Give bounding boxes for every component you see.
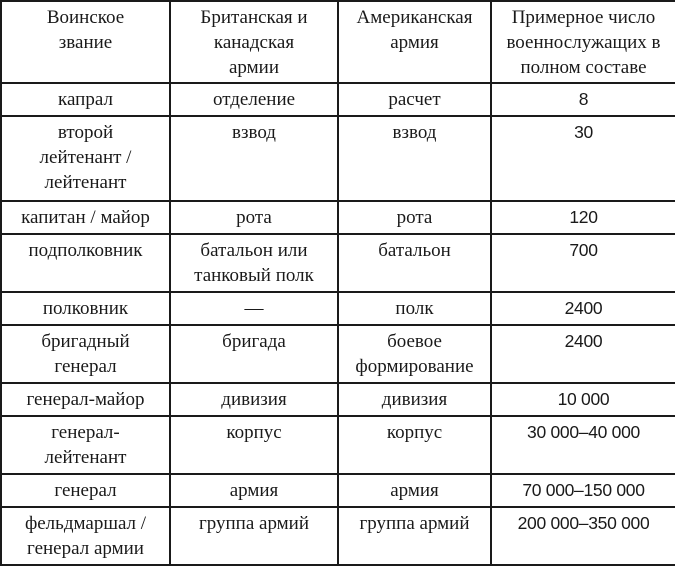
table-row — [1, 116, 675, 201]
cell-british: взвод — [170, 116, 338, 201]
cell-rank: фельдмаршал / генерал армии — [1, 507, 170, 565]
header-american: Американская армия — [338, 1, 491, 83]
table-row — [1, 416, 675, 474]
table-row — [1, 292, 675, 325]
table-row — [1, 507, 675, 565]
cell-american: батальон — [338, 234, 491, 292]
cell-american: взвод — [338, 116, 491, 201]
cell-personnel: 30 000–40 000 — [491, 416, 675, 474]
cell-american: боевое формирование — [338, 325, 491, 383]
cell-personnel: 200 000–350 000 — [491, 507, 675, 565]
cell-rank: генерал-лейтенант — [1, 416, 170, 474]
cell-rank: капрал — [1, 83, 170, 116]
cell-rank: генерал-майор — [1, 383, 170, 416]
cell-british: армия — [170, 474, 338, 507]
cell-personnel: 120 — [491, 201, 675, 234]
cell-personnel: 10 000 — [491, 383, 675, 416]
header-rank: Воинское звание — [1, 1, 170, 83]
table-row — [1, 474, 675, 507]
cell-rank: второй лейтенант / лейтенант — [1, 116, 170, 201]
cell-american: корпус — [338, 416, 491, 474]
cell-personnel: 700 — [491, 234, 675, 292]
cell-british: отделение — [170, 83, 338, 116]
table-row — [1, 201, 675, 234]
header-british-canadian: Британская и канадская армии — [170, 1, 338, 83]
cell-rank: бригадный генерал — [1, 325, 170, 383]
cell-british: бригада — [170, 325, 338, 383]
cell-british: группа армий — [170, 507, 338, 565]
cell-rank: генерал — [1, 474, 170, 507]
cell-british: корпус — [170, 416, 338, 474]
cell-american: полк — [338, 292, 491, 325]
header-personnel: Примерное число военнослужащих в полном составе — [491, 1, 675, 83]
table-row — [1, 83, 675, 116]
cell-personnel: 30 — [491, 116, 675, 201]
cell-british: рота — [170, 201, 338, 234]
cell-personnel: 70 000–150 000 — [491, 474, 675, 507]
cell-american: расчет — [338, 83, 491, 116]
cell-british: дивизия — [170, 383, 338, 416]
cell-british: — — [170, 292, 338, 325]
table-header-row — [1, 1, 675, 83]
cell-personnel: 2400 — [491, 325, 675, 383]
cell-british: батальон или танковый полк — [170, 234, 338, 292]
cell-personnel: 2400 — [491, 292, 675, 325]
cell-american: армия — [338, 474, 491, 507]
table-row — [1, 234, 675, 292]
cell-american: дивизия — [338, 383, 491, 416]
cell-personnel: 8 — [491, 83, 675, 116]
cell-american: рота — [338, 201, 491, 234]
cell-rank: подполковник — [1, 234, 170, 292]
cell-rank: капитан / майор — [1, 201, 170, 234]
cell-rank: полковник — [1, 292, 170, 325]
table-row — [1, 383, 675, 416]
cell-american: группа армий — [338, 507, 491, 565]
table-row — [1, 325, 675, 383]
